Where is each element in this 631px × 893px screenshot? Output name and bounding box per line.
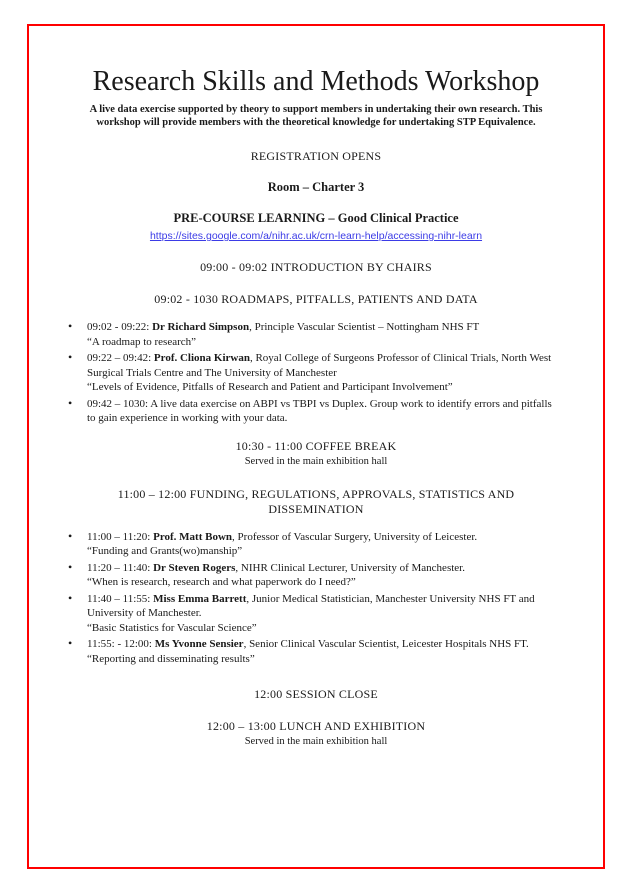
session1-list [65,320,569,426]
item-quote: “When is research, research and what paperwork do I need?” [87,576,356,589]
item-speaker: Prof. Cliona Kirwan [153,352,250,365]
item-time: 11:55: - 12:00: [87,638,155,651]
item-time: 11:00 – 11:20: [87,530,154,543]
item-speaker: Dr Steven Rogers [153,561,236,574]
heading-precourse: PRE-COURSE LEARNING – Good Clinical Practice [173,211,459,226]
item-quote: “Levels of Evidence, Pitfalls of Research and Patient and Participant Involvement” [87,381,453,394]
agenda-item [65,397,559,426]
item-details: , Principle Vascular Scientist – Nottingham NHS FT [249,321,480,334]
item-time: 11:40 – 11:55: [87,592,154,605]
heading-session1: 09:02 - 1030 ROADMAPS, PITFALLS, PATIENTS AND DATA [154,292,478,307]
heading-session-close: 12:00 SESSION CLOSE [254,687,378,702]
item-details: , Royal College of Surgeons Professor of Clinical Trials, North West Surgical Trials Centre and The University of Manchester [87,352,552,379]
item-time: 09:42 – 1030: [87,397,151,410]
item-details: , Professor of Vascular Surgery, University of Leicester. [232,530,478,543]
session2-list [65,530,569,667]
item-details: A live data exercise on ABPI vs TBPI vs Duplex. Group work to identify errors and pitfalls to gain experience in working with your data. [87,397,552,425]
heading-introduction: 09:00 - 09:02 INTRODUCTION BY CHAIRS [200,260,432,275]
item-speaker: Ms Yvonne Sensier [154,638,244,651]
item-details: , NIHR Clinical Lecturer, University of Manchester. [235,561,465,574]
coffee-break-note: Served in the main exhibition hall [244,455,388,467]
item-time: 09:22 – 09:42: [87,352,154,365]
item-quote: “A roadmap to research” [87,335,197,348]
heading-registration: REGISTRATION OPENS [250,149,382,164]
lunch-note: Served in the main exhibition hall [244,736,388,748]
item-time: 09:02 - 09:22: [87,321,153,334]
item-speaker: Miss Emma Barrett [153,592,247,605]
agenda-item [65,351,559,395]
agenda-item [65,320,559,349]
agenda-item [65,530,559,559]
heading-coffee-break: 10:30 - 11:00 COFFEE BREAK [235,438,397,453]
agenda-item [65,637,559,666]
item-time: 11:20 – 11:40: [87,561,154,574]
heading-session2: 11:00 – 12:00 FUNDING, REGULATIONS, APPROVALS, STATISTICS AND DISSEMINATION [117,486,515,516]
precourse-link-line [63,228,569,243]
page-border [27,24,605,869]
heading-lunch: 12:00 – 13:00 LUNCH AND EXHIBITION [206,719,426,734]
agenda-item [65,592,559,636]
item-speaker: Dr Richard Simpson [152,321,250,334]
item-speaker: Prof. Matt Bown [153,530,233,543]
workshop-subtitle: A live data exercise supported by theory to support members in undertaking their own research. This workshop will provide members with the theoretical knowledge for undertaking STP Equivalence. [89,104,543,129]
item-details: , Senior Clinical Vascular Scientist, Leicester Hospitals NHS FT. [243,638,529,651]
heading-room: Room – Charter 3 [267,180,365,195]
item-quote: “Funding and Grants(wo)manship” [87,545,243,558]
item-quote: “Reporting and disseminating results” [87,652,255,665]
item-details: , Junior Medical Statistician, Manchester University NHS FT and University of Manchester. [87,592,535,620]
page-title: Research Skills and Methods Workshop [92,66,540,97]
document-content [29,26,603,748]
precourse-link[interactable]: https://sites.google.com/a/nihr.ac.uk/crn-learn-help/accessing-nihr-learn [149,230,483,243]
agenda-item [65,561,559,590]
item-quote: “Basic Statistics for Vascular Science” [87,621,257,634]
